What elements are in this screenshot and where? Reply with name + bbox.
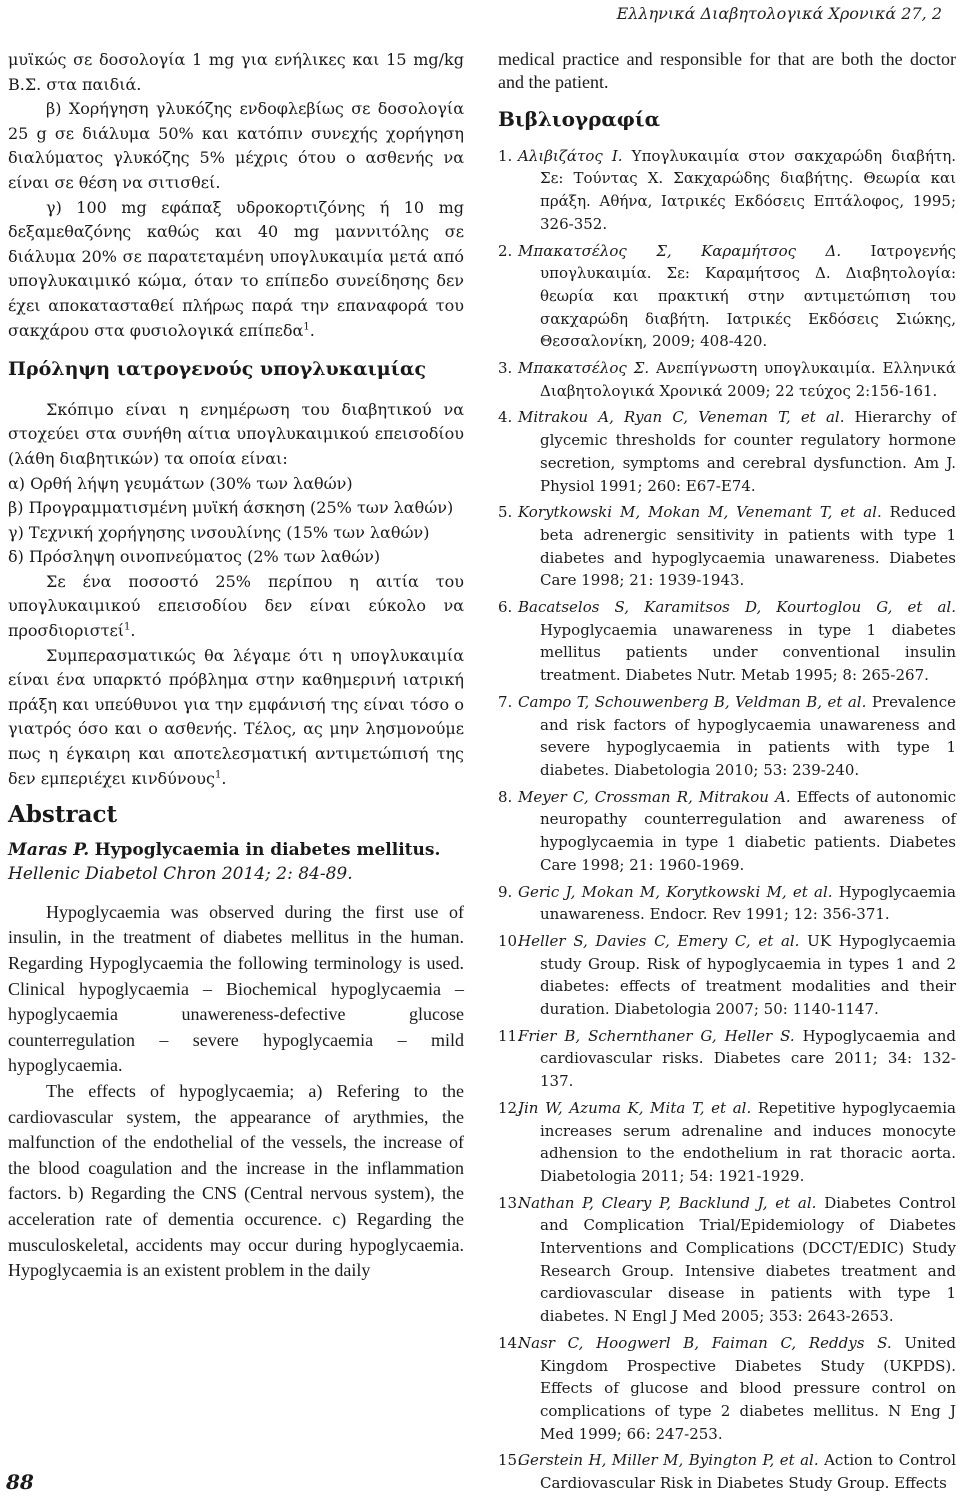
paragraph: medical practice and responsible for that are both the doctor and the patient. [498,49,956,92]
reference-item [498,406,956,497]
reference-item [498,1097,956,1188]
references-heading: Βιβλιογραφία [498,107,660,131]
reference-authors: Mitrakou A, Ryan C, Veneman T, et al. [518,408,845,427]
abstract-heading: Abstract [8,801,118,829]
reference-number: 11. [498,1026,522,1045]
reference-text: Hypoglycaemia unawareness in type 1 diabetes mellitus patients under conventional insulin treatment. Diabetes Nutr. Metab 1995; 8: 265-267. [540,620,956,685]
abstract-author: Maras P. [8,839,90,860]
reference-text: Reduced beta adrenergic sensitivity in patients with type 1 diabetes and hypoglycaemia unawareness. Diabetes Care 1998; 21: 1939-1943. [540,503,956,590]
reference-item [498,881,956,926]
reference-text: Hypoglycaemia unawareness. Endocr. Rev 1991; 12: 356-371. [540,882,957,924]
paragraph-text: Συμπερασματικώς θα λέγαμε ότι η υπογλυκαιμία είναι ένα υπαρκτό πρόβλημα στην καθημερινή ιατρική πράξη και υπεύθυνοι για την εμφάνισή της είναι τόσο ο γιατρός όσο και ο ασθενής. Τέλος, ας μην λησμονούμε πως η έγκαιρη και αποτελεσματική αντιμετώπισή της δεν εμπεριέχει κινδύνους [8,645,464,788]
reference-authors: Αλιβιζάτος Ι. [518,146,623,165]
reference-text: Effects of autonomic neuropathy counterregulation and awareness of hypoglycaemia in type 1 diabetic patients. Diabetes Care 1998; 21: 1960-1969. [540,787,956,874]
reference-authors: Gerstein H, Miller M, Byington P, et al. [518,1451,819,1470]
reference-number: 2. [498,241,513,260]
abstract-journal: Hellenic Diabetol Chron 2014; 2: 84-89. [8,863,353,884]
reference-number: 13. [498,1193,522,1212]
abstract-title: Hypoglycaemia in diabetes mellitus. [94,839,441,860]
reference-authors: Μπακατσέλος Σ. [518,359,650,378]
reference-authors: Campo T, Schouwenberg B, Veldman B, et al. [518,692,867,711]
reference-number: 5. [498,503,513,522]
reference-item [498,1332,956,1446]
reference-authors: Jin W, Azuma K, Mita T, et al. [518,1098,752,1117]
reference-item [498,1192,956,1328]
citation-marker: 1 [214,769,222,781]
reference-number: 14. [498,1333,522,1352]
reference-number: 15. [498,1451,522,1470]
reference-item [498,240,956,354]
abstract-citation [8,838,464,886]
citation-marker: 1 [303,321,310,333]
running-header: Ελληνικά Διαβητολογικά Χρονικά 27, 2 [616,4,942,23]
reference-text: UK Hypoglycaemia study Group. Risk of hypoglycaemia in types 1 and 2 diabetes: effects of treatment modalities and their duration. Diabetologia 2007; 50: 1140-1147. [540,931,956,1019]
reference-text: Prevalence and risk factors of hypoglycaemia unawareness and severe hypoglycaemia in patients with type 1 diabetes. Diabetologia 2010; 53: 239-240. [540,692,956,779]
reference-list [498,145,956,1495]
paragraph: Σκόπιμο είναι η ενημέρωση του διαβητικού να στοχεύει στα συνήθη αίτια υπογλυκαιμικού επεισοδίου (λάθη διαβητικών) τα οποία είναι: [8,399,464,468]
reference-authors: Geric J, Mokan M, Korytkowski M, et al. [518,882,833,901]
reference-authors: Korytkowski M, Mokan M, Venemant T, et al. [518,503,882,522]
reference-authors: Meyer C, Crossman R, Mitrakou A. [518,787,791,806]
reference-text: Diabetes Control and Complication Trial/Epidemiology of Diabetes Interventions and Complications (DCCT/EDIC) Study Research Group. Intensive diabetes treatment and cardiovascular disease in patients with type 1 diabetes. N Engl J Med 2005; 353: 2643-2653. [540,1193,956,1326]
reference-text: Υπογλυκαιμία στον σακχαρώδη διαβήτη. Σε: Τούντας Χ. Σακχαρώδης διαβήτης. Θεωρία και πράξη. Αθήνα, Ιατρικές Εκδόσεις Επτάλοφος, 1995; 326-352. [540,146,956,233]
paragraph-text: Σε ένα ποσοστό 25% περίπου η αιτία του υπογλυκαιμικού επεισοδίου δεν είναι εύκολο να προσδιοριστεί [8,571,464,641]
paragraph [8,644,464,792]
paragraph [8,570,464,644]
reference-text: Ιατρογενής υπογλυκαιμία. Σε: Καραμήτσος Δ. Διαβητολογία: θεωρία και πρακτική στην αντιμετώπιση του σακχαρώδη διαβήτη. Ιατρικές Εκδόσεις Σιώκης, Θεσσαλονίκη, 2009; 408-420. [540,241,956,351]
reference-item [498,501,956,592]
reference-authors: Nasr C, Hoogwerl B, Faiman C, Reddys S. [518,1333,892,1352]
left-column [8,48,464,1284]
paragraph-end: . [130,621,136,641]
reference-number: 10. [498,931,522,950]
paragraph-end: . [309,320,315,340]
reference-text: Hierarchy of glycemic thresholds for counter regulatory hormone secretion, symptoms and cerebral dysfunction. Am J. Physiol 1991; 260: E67-E74. [540,408,956,495]
abstract-paragraph: Hypoglycaemia was observed during the first use of insulin, in the treatment of diabetes mellitus in the human. Regarding Hypoglycaemia the following terminology is used. Clinical hypoglycaemia – Biochemical hypoglycaemia – hypoglycaemia unawereness-defective glucose counterregulation – severe hypoglycaemia – mild hypoglycaemia. [8,901,464,1076]
paragraph-text: γ) 100 mg εφάπαξ υδροκορτιζόνης ή 10 mg δεξαμεθαζόνης καθώς και 40 mg μαννιτόλης σε διάλυμα 20% σε παρατεταμένη υπογλυκαιμία μετά από υπογλυκαιμικό κώμα, όταν το επίπεδο συνείδησης δεν έχει αποκατασταθεί πλήρως παρά την επαναφορά του σακχάρου στα φυσιολογικά επίπεδα [8,197,464,340]
reference-authors: Nathan P, Cleary P, Backlund J, et al. [518,1193,817,1212]
reference-item [498,1025,956,1093]
reference-authors: Frier B, Schernthaner G, Heller S. [518,1026,795,1045]
reference-item [498,357,956,402]
reference-item [498,786,956,877]
reference-text: Ανεπίγνωστη υπογλυκαιμία. Ελληνικά Διαβητολογικά Χρονικά 2009; 22 τεύχος 2:156-161. [540,359,956,400]
list-item: α) Ορθή λήψη γευμάτων (30% των λαθών) [8,473,353,493]
paragraph: β) Χορήγηση γλυκόζης ενδοφλεβίως σε δοσολογία 25 g σε διάλυμα 50% και κατόπιν συνεχής χορήγηση διαλύματος γλυκόζης 5% μέχρις ότου ο ασθενής να είναι σε θέση να σιτισθεί. [8,99,464,192]
reference-authors: Μπακατσέλος Σ, Καραμήτσος Δ. [518,241,842,260]
reference-number: 9. [498,882,513,901]
abstract-continuation [498,48,956,94]
section-heading: Πρόληψη ιατρογενούς υπογλυκαιμίας [8,358,427,381]
reference-authors: Bacatselos S, Karamitsos D, Kourtoglou G, et al. [518,598,956,617]
reference-number: 6. [498,598,513,617]
reference-authors: Heller S, Davies C, Emery C, et al. [518,931,800,950]
abstract-paragraph: The effects of hypoglycaemia; a) Refering to the cardiovascular system, the appearance of arythmies, the malfunction of the endothelial of the vessels, the increase of the blood coagulation and the increase in the inflammation factors. b) Regarding the CNS (Central nervous system), the acceleration rate of dementia occurence. c) Regarding the musculoskeletal, accidents may occur during hypoglycaemia. Hypoglycaemia is an existent problem in the daily [8,1080,464,1281]
reference-item [498,145,956,236]
list-item: δ) Πρόσληψη οινοπνεύματος (2% των λαθών) [8,547,381,567]
reference-item [498,691,956,782]
reference-item [498,596,956,687]
reference-item [498,930,956,1021]
reference-text: Action to Control Cardiovascular Risk in Diabetes Study Group. Effects [540,1451,956,1493]
citation-marker: 1 [124,621,131,633]
right-column [498,48,956,1499]
reference-item [498,1449,956,1494]
list-item: β) Προγραμματισμένη μυϊκή άσκηση (25% των λαθών) [8,498,454,518]
reference-number: 1. [498,146,513,165]
reference-number: 4. [498,408,513,427]
reference-number: 12. [498,1098,522,1117]
reference-text: Hypoglycaemia and cardiovascular risks. Diabetes care 2011; 34: 132-137. [540,1026,956,1091]
reference-number: 3. [498,359,513,378]
page-number: 88 [6,1470,34,1494]
paragraph: μυϊκώς σε δοσολογία 1 mg για ενήλικες και 15 mg/kg Β.Σ. στα παιδιά. [8,50,464,94]
paragraph [8,196,464,344]
list-item: γ) Τεχνική χορήγησης ινσουλίνης (15% των λαθών) [8,522,430,542]
reference-number: 8. [498,787,513,806]
paragraph-end: . [221,768,227,788]
reference-text: United Kingdom Prospective Diabetes Study (UKPDS). Effects of glucose and blood pressure control on complications of type 2 diabetes mellitus. N Eng J Med 1999; 66: 247-253. [540,1333,957,1443]
reference-text: Repetitive hypoglycaemia increases serum adrenaline and induces monocyte adhension to the endothelium in rat thoracic aorta. Diabetologia 2011; 54: 1921-1929. [540,1098,956,1185]
reference-number: 7. [498,692,513,711]
